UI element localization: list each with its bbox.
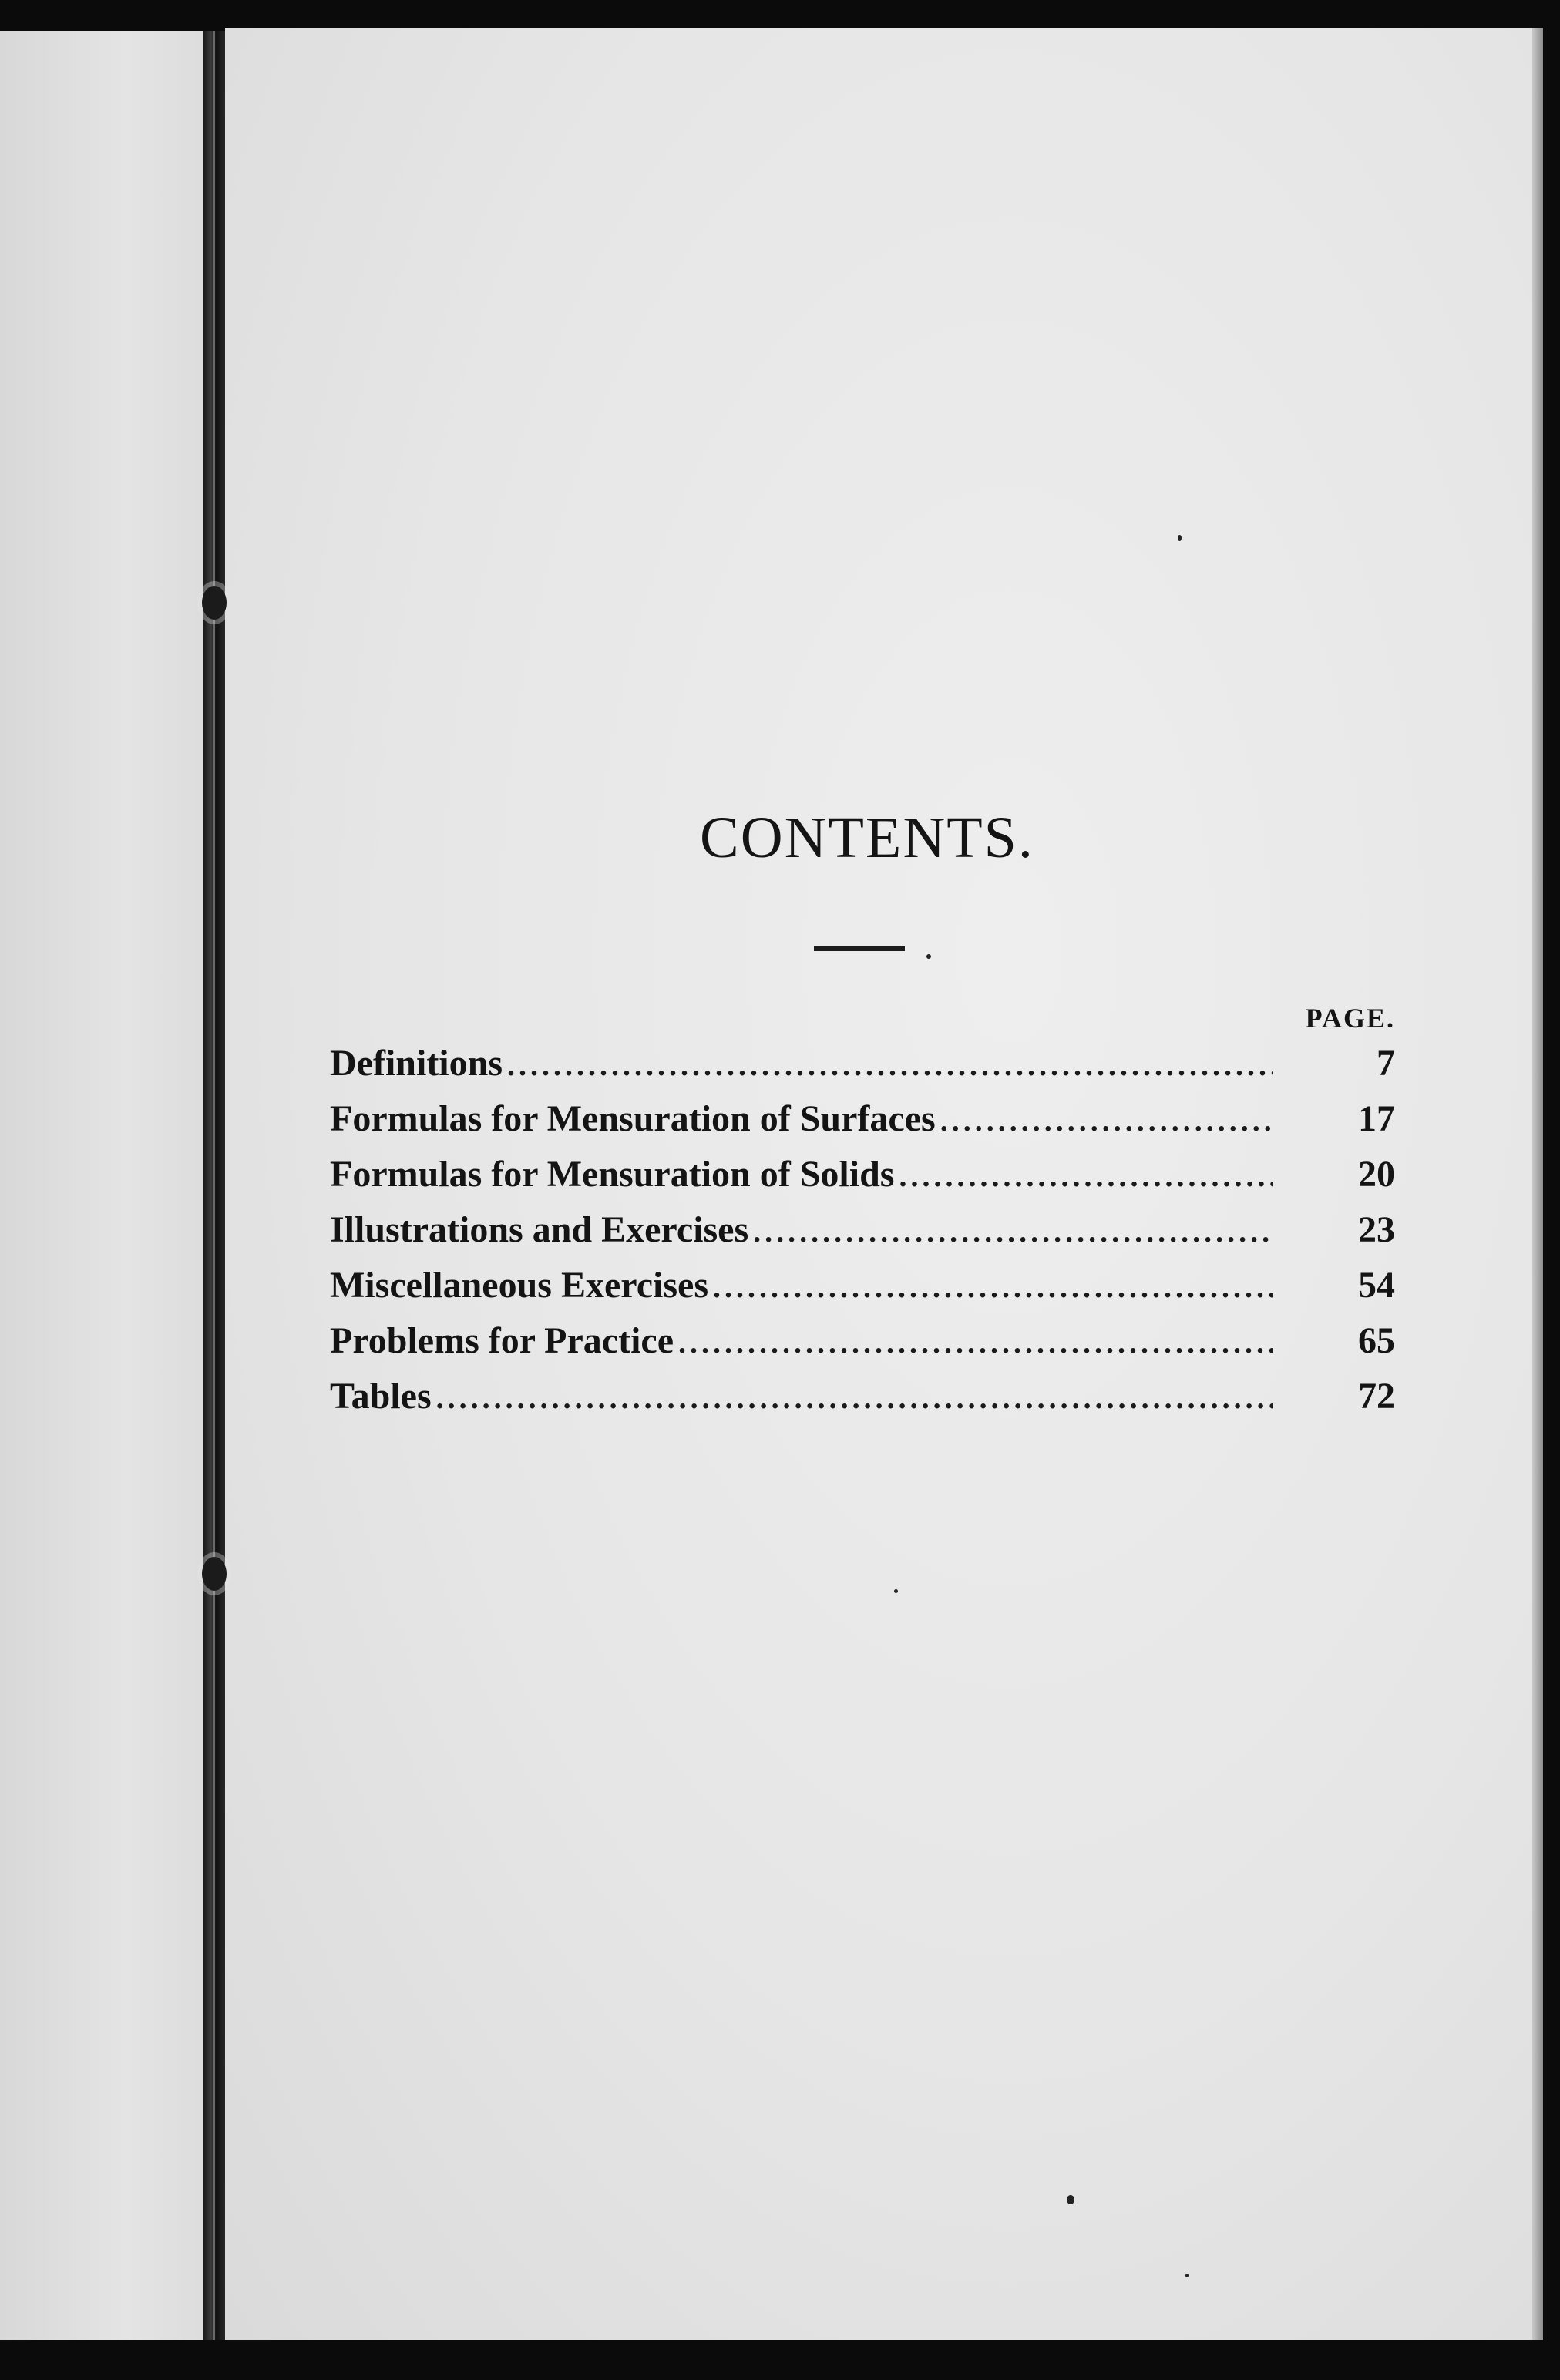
toc-entry: [330, 1153, 1395, 1208]
paper-speck: [926, 954, 931, 959]
binding-highlight: [213, 31, 215, 2343]
paper-speck: [1185, 2274, 1189, 2277]
toc-entry: [330, 1042, 1395, 1098]
dot-leader: [678, 1324, 1273, 1360]
scan-border: [0, 2340, 1560, 2380]
title-rule: [814, 946, 905, 951]
toc-entry-title: Miscellaneous Exercises: [330, 1265, 709, 1306]
dot-leader: [507, 1047, 1273, 1083]
binding-stitch: [202, 586, 227, 620]
toc-entry-page: 17: [1358, 1098, 1395, 1139]
toc-entry-page: 7: [1377, 1043, 1395, 1084]
toc-entry-title: Formulas for Mensuration of Surfaces: [330, 1098, 936, 1139]
toc-entry: [330, 1319, 1395, 1375]
page-edge: [1532, 28, 1543, 2340]
table-of-contents: [330, 1042, 1395, 1430]
toc-entry-page: 54: [1358, 1265, 1395, 1306]
toc-entry: [330, 1208, 1395, 1264]
paper-speck: [894, 1589, 898, 1593]
toc-entry: [330, 1264, 1395, 1319]
page-title: CONTENTS.: [700, 805, 1034, 870]
dot-leader: [899, 1158, 1273, 1194]
binding-stitch: [202, 1557, 227, 1591]
toc-entry: [330, 1375, 1395, 1430]
left-facing-leaf: [0, 31, 210, 2343]
toc-entry-page: 20: [1358, 1154, 1395, 1195]
toc-entry-title: Problems for Practice: [330, 1320, 674, 1361]
toc-entry: [330, 1098, 1395, 1153]
toc-entry-page: 23: [1358, 1209, 1395, 1250]
dot-leader: [940, 1102, 1273, 1138]
toc-entry-page: 65: [1358, 1320, 1395, 1361]
dot-leader: [436, 1380, 1273, 1416]
paper-speck: [1178, 535, 1182, 541]
dot-leader: [753, 1213, 1273, 1249]
page-column-label: PAGE.: [1305, 1003, 1395, 1034]
dot-leader: [713, 1269, 1273, 1305]
paper-speck: [1067, 2195, 1074, 2204]
toc-entry-title: Tables: [330, 1376, 432, 1417]
toc-entry-title: Illustrations and Exercises: [330, 1209, 749, 1250]
toc-entry-title: Formulas for Mensuration of Solids: [330, 1154, 895, 1195]
toc-entry-title: Definitions: [330, 1043, 503, 1084]
toc-entry-page: 72: [1358, 1376, 1395, 1417]
